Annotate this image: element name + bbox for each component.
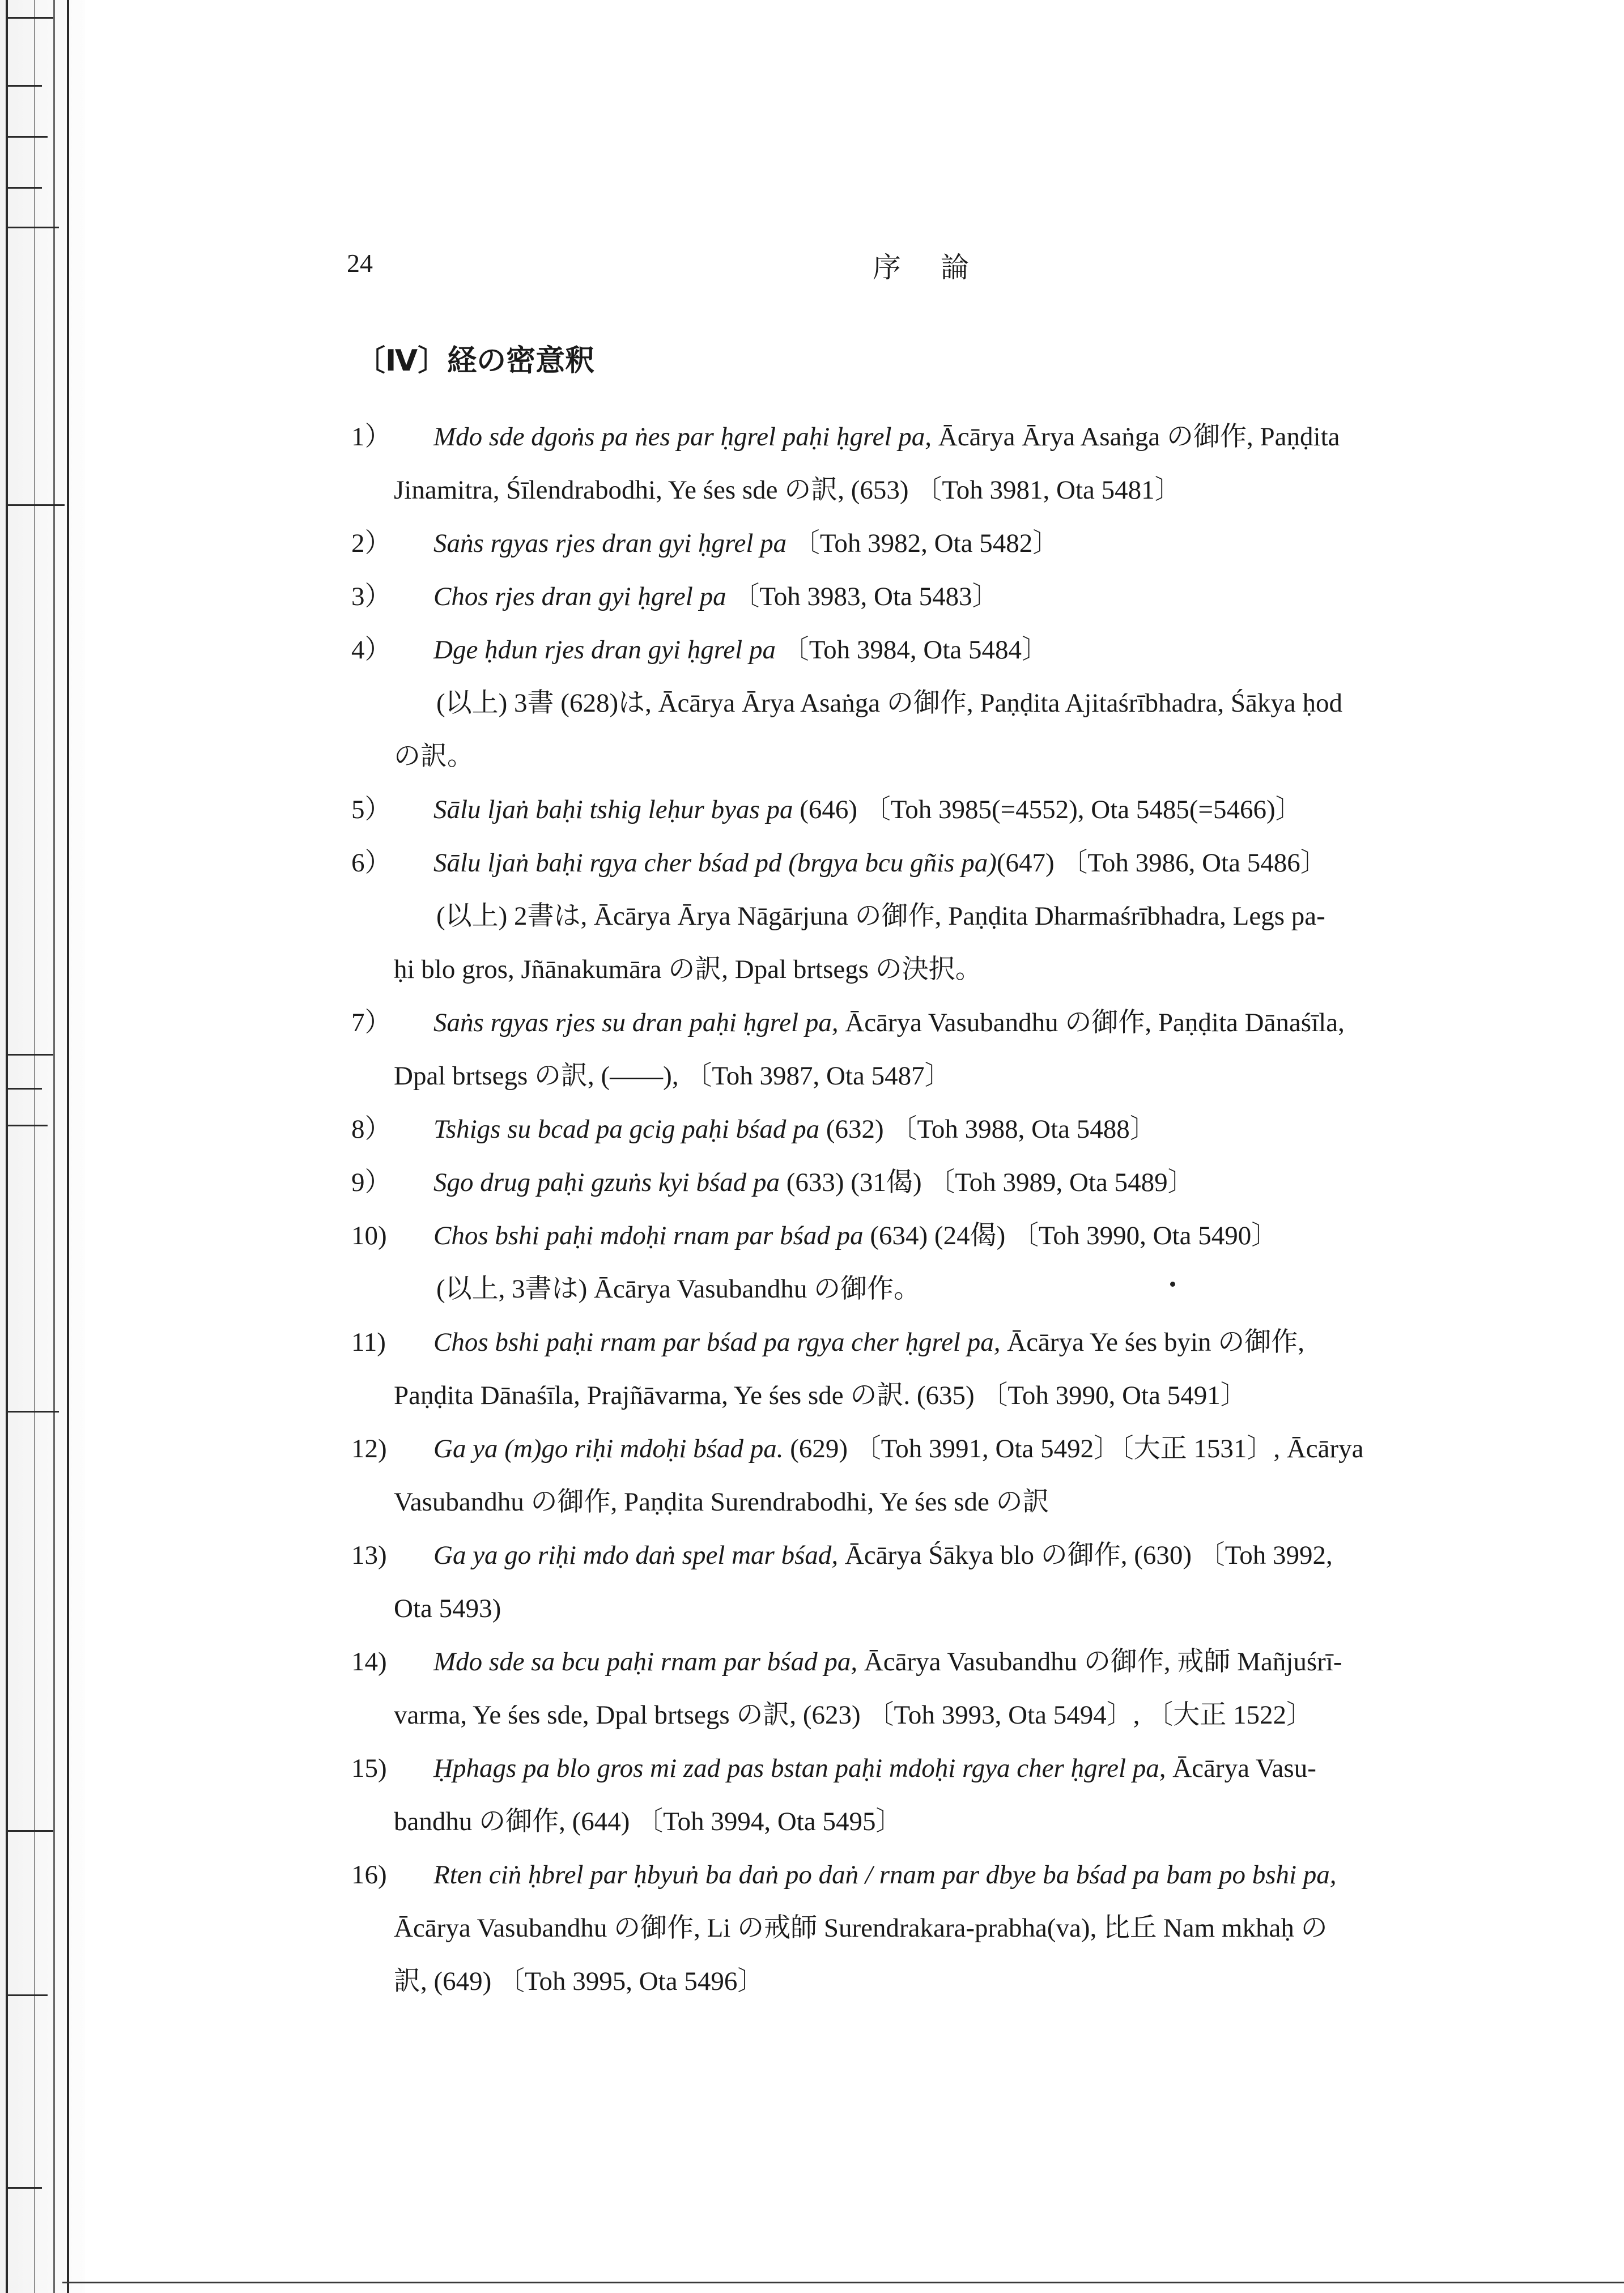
entry-title: Mdo sde sa bcu paḥi rnam par bśad pa, (433, 1647, 858, 1677)
entry-number: 5） (351, 795, 392, 824)
entry-text: 〔Toh 3982, Ota 5482〕 (787, 529, 1060, 558)
entry-title: Ga ya go riḥi mdo daṅ spel mar bśad, (433, 1541, 839, 1570)
section-heading: 〔Ⅳ〕経の密意釈 (356, 344, 595, 378)
entry-text: Ota 5493) (394, 1594, 501, 1623)
entry-number: 4） (351, 635, 392, 665)
binding-tick (8, 227, 59, 228)
entry-title: Ga ya (m)go riḥi mdoḥi bśad pa. (433, 1434, 784, 1464)
entry-continuation-line (394, 1915, 1328, 1942)
entry-title: Ḥphags pa blo gros mi zad pas bstan paḥi mdoḥi rgya cher ḥgrel pa, (433, 1754, 1166, 1783)
entry-text: の訳。 (394, 742, 474, 771)
entry-text: Ācārya Ārya Asaṅga の御作, Paṇḍita (932, 422, 1340, 452)
entry-title: Rten ciṅ ḥbrel par ḥbyuṅ ba daṅ po daṅ / rnam par dbye ba bśad pa bam po bshi pa, (433, 1860, 1337, 1890)
entry-number: 3） (351, 582, 392, 611)
entry-continuation-line (394, 1382, 1247, 1409)
entry-first-line (433, 1329, 1304, 1356)
entry-continuation-line (394, 1063, 951, 1090)
entry-first-line (433, 1223, 1278, 1249)
page-number: 24 (347, 249, 373, 278)
entry-continuation-line (394, 743, 474, 770)
entry-continuation-line (436, 690, 1342, 717)
entry-title: Chos bshi paḥi rnam par bśad pa rgya cher ḥgrel pa, (433, 1328, 1001, 1357)
entry-text: Dpal brtsegs の訳, (——), 〔Toh 3987, Ota 5487〕 (394, 1061, 951, 1091)
binding-tick (8, 85, 42, 87)
entry-text: Ācārya Vasubandhu の御作, 戒師 Mañjuśrī- (857, 1647, 1342, 1677)
entry-first-line (433, 637, 1048, 663)
entry-title: Saṅs rgyas rjes dran gyi ḥgrel pa (433, 529, 787, 558)
entry-text: (以上) 2書は, Ācārya Ārya Nāgārjuna の御作, Paṇḍita Dharmaśrībhadra, Legs pa- (436, 901, 1325, 931)
entry-text: ḥi blo gros, Jñānakumāra の訳, Dpal brtsegs の決択。 (394, 955, 982, 984)
entry-text: bandhu の御作, (644) 〔Toh 3994, Ota 5495〕 (394, 1807, 903, 1836)
entry-text: (646) 〔Toh 3985(=4552), Ota 5485(=5466)〕 (793, 795, 1302, 824)
entry-number: 10) (351, 1221, 387, 1250)
entry-number: 13) (351, 1541, 387, 1570)
entry-text: Jinamitra, Śīlendrabodhi, Ye śes sde の訳, (653) 〔Toh 3981, Ota 5481〕 (394, 475, 1181, 505)
entry-continuation-line (394, 956, 982, 983)
entry-continuation-line (394, 1809, 902, 1835)
entry-number: 7） (351, 1008, 392, 1037)
binding-tick (8, 1994, 48, 1996)
entry-title: Chos rjes dran gyi ḥgrel pa (433, 582, 726, 611)
entry-text: Paṇḍita Dānaśīla, Prajñāvarma, Ye śes sde の訳. (635) 〔Toh 3990, Ota 5491〕 (394, 1381, 1247, 1410)
entry-first-line (433, 1649, 1342, 1675)
entry-number: 12) (351, 1434, 387, 1464)
entry-first-line (433, 1755, 1316, 1782)
entry-number: 15) (351, 1754, 387, 1783)
binding-tick (8, 1125, 48, 1126)
entry-first-line (433, 1010, 1345, 1036)
entry-continuation-line (394, 1968, 764, 1995)
entry-title: Saṅs rgyas rjes su dran paḥi ḥgrel pa, (433, 1008, 839, 1037)
binding-line (67, 0, 69, 2293)
entry-title: Sālu ljaṅ baḥi rgya cher bśad pd (brgya bcu gñis pa) (433, 848, 997, 878)
entry-continuation-line (394, 477, 1181, 504)
entry-text: (以上) 3書 (628)は, Ācārya Ārya Asaṅga の御作, Paṇḍita Ajitaśrībhadra, Śākya ḥod (436, 688, 1342, 718)
entry-number: 9） (351, 1168, 392, 1197)
entry-title: Sgo drug paḥi gzuṅs kyi bśad pa (433, 1168, 780, 1197)
entry-first-line (433, 1169, 1194, 1196)
entry-text: (634) (24偈) 〔Toh 3990, Ota 5490〕 (863, 1221, 1278, 1250)
entry-text: Ācārya Vasu- (1166, 1754, 1316, 1783)
entry-continuation-line (394, 1702, 1313, 1729)
binding-tick (8, 504, 65, 506)
entry-first-line (433, 1862, 1337, 1888)
binding-line (6, 0, 8, 2293)
entry-first-line (433, 424, 1340, 450)
entry-text: Ācārya Ye śes byin の御作, (1000, 1328, 1305, 1357)
entry-number: 8） (351, 1114, 392, 1144)
entry-number: 16) (351, 1860, 387, 1890)
binding-line (53, 0, 55, 2293)
entry-text: (632) 〔Toh 3988, Ota 5488〕 (819, 1114, 1157, 1144)
entry-text: (647) 〔Toh 3986, Ota 5486〕 (996, 848, 1327, 878)
entry-number: 1） (351, 422, 392, 452)
entry-continuation-line (394, 1489, 1049, 1516)
entry-text: Vasubandhu の御作, Paṇḍita Surendrabodhi, Ye śes sde の訳 (394, 1487, 1049, 1517)
entry-text: (629) 〔Toh 3991, Ota 5492〕〔大正 1531〕, Ācārya (783, 1434, 1364, 1464)
page-bottom-edge (62, 2282, 1624, 2283)
entry-number: 2） (351, 529, 392, 558)
binding-tick (8, 1411, 59, 1413)
binding-line (34, 0, 35, 2293)
binding-tick (8, 2187, 42, 2189)
binding-tick (8, 1054, 53, 1056)
entry-title: Tshigs su bcad pa gcig paḥi bśad pa (433, 1114, 820, 1144)
entry-first-line (433, 1436, 1364, 1462)
running-title: 序論 (873, 251, 1009, 284)
entry-text: 訳, (649) 〔Toh 3995, Ota 5496〕 (394, 1967, 764, 1996)
entry-text: (以上, 3書は) Ācārya Vasubandhu の御作。 (436, 1274, 921, 1304)
entry-first-line (433, 584, 999, 610)
entry-title: Dge ḥdun rjes dran gyi ḥgrel pa (433, 635, 776, 665)
binding-tick (8, 187, 42, 189)
entry-number: 14) (351, 1647, 387, 1677)
entry-text: Ācārya Vasubandhu の御作, Li の戒師 Surendrakara-prabha(va), 比丘 Nam mkhaḥ の (394, 1913, 1328, 1943)
entry-text: (633) (31偈) 〔Toh 3989, Ota 5489〕 (780, 1168, 1194, 1197)
entry-title: Sālu ljaṅ baḥi tshig leḥur byas pa (433, 795, 793, 824)
entry-continuation-line (436, 903, 1325, 930)
entry-text: 〔Toh 3983, Ota 5483〕 (726, 582, 999, 611)
entry-first-line (433, 530, 1059, 557)
entry-text: Ācārya Śākya blo の御作, (630) 〔Toh 3992, (838, 1541, 1333, 1570)
entry-continuation-line (436, 1276, 920, 1303)
entry-title: Mdo sde dgoṅs pa ṅes par ḥgrel paḥi ḥgrel pa, (433, 422, 932, 452)
entry-title: Chos bshi paḥi mdoḥi rnam par bśad pa (433, 1221, 864, 1250)
binding-tick (8, 1830, 53, 1832)
entry-first-line (433, 797, 1302, 823)
entry-number: 6） (351, 848, 392, 878)
entry-first-line (433, 1116, 1157, 1143)
entry-first-line (433, 1542, 1333, 1569)
entry-text: 〔Toh 3984, Ota 5484〕 (775, 635, 1049, 665)
entry-text: Ācārya Vasubandhu の御作, Paṇḍita Dānaśīla, (838, 1008, 1345, 1037)
entry-text: varma, Ye śes sde, Dpal brtsegs の訳, (623) 〔Toh 3993, Ota 5494〕, 〔大正 1522〕 (394, 1700, 1313, 1730)
stray-mark (1170, 1282, 1175, 1287)
entry-continuation-line (394, 1596, 501, 1622)
binding-tick (8, 136, 48, 138)
binding-tick (8, 17, 53, 19)
entry-number: 11) (351, 1328, 386, 1357)
scan-binding-edge (0, 0, 85, 2293)
entry-first-line (433, 850, 1327, 877)
binding-tick (8, 1088, 42, 1090)
